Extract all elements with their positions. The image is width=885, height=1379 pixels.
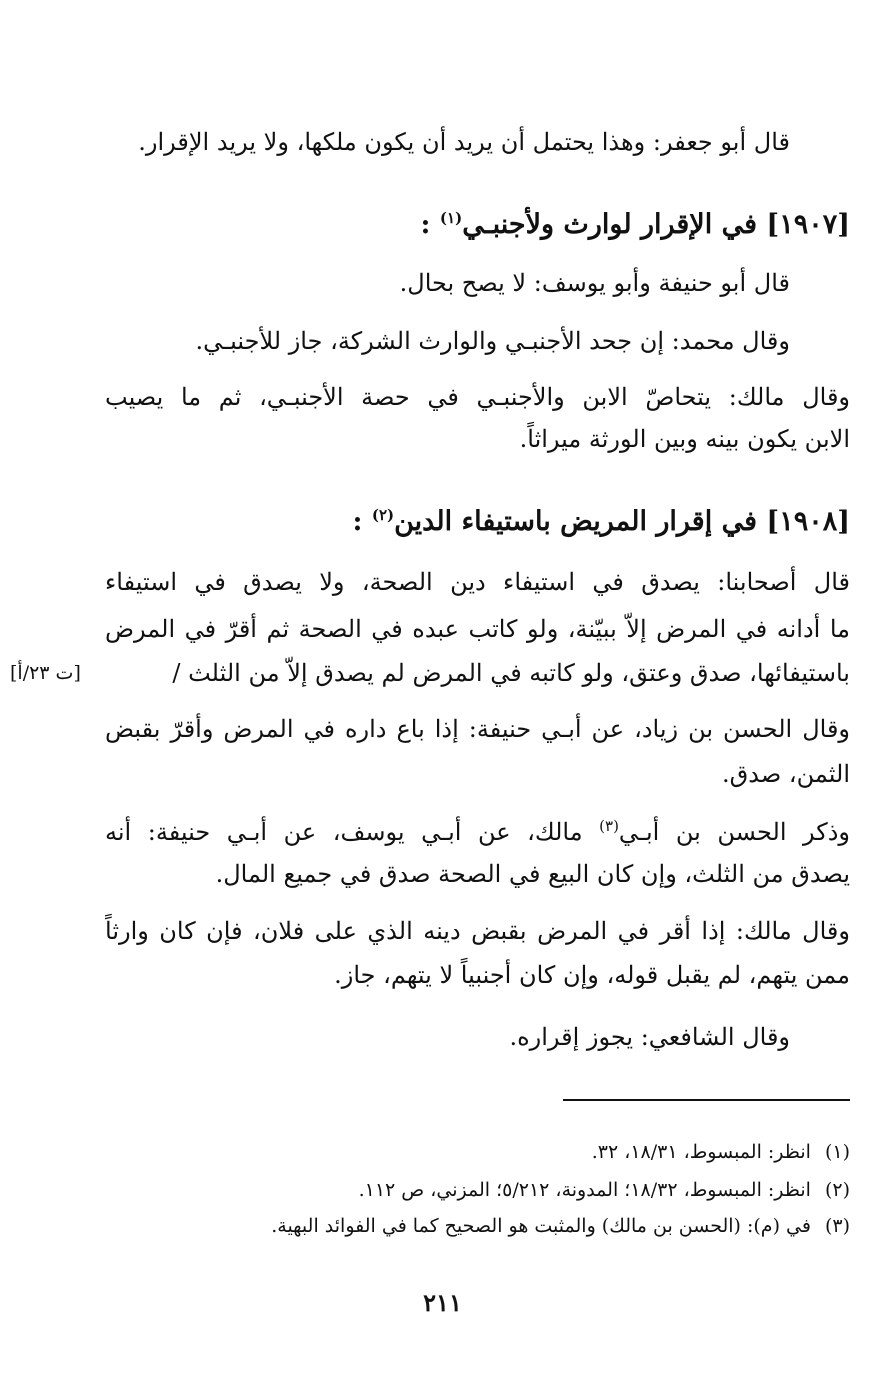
footnote xyxy=(359,1176,850,1204)
footnote-number: (١) xyxy=(824,1141,850,1163)
footnote-ref: (١) xyxy=(439,209,463,227)
section-heading-1907 xyxy=(421,208,850,242)
section-heading-1908 xyxy=(352,505,850,539)
footnote-text: في (م): (الحسن بن مالك) والمثبت هو الصحيح كما في الفوائد البهية. xyxy=(271,1215,811,1237)
paragraph-line: وقال مالك: إذا أقر في المرض بقبض دينه الذي على فلان، فإن كان وارثاً xyxy=(105,917,850,945)
heading-colon: : xyxy=(420,209,431,240)
heading-colon: : xyxy=(352,506,363,537)
section-number: [١٩٠٧] xyxy=(766,209,850,240)
paragraph-line xyxy=(105,815,850,849)
paragraph-line: ممن يتهم، لم يقبل قوله، وإن كان أجنبياً لا يتهم، جاز. xyxy=(334,961,850,989)
footnote xyxy=(271,1212,850,1240)
section-number: [١٩٠٨] xyxy=(766,506,850,537)
paragraph-line: ما أدانه في المرض إلاّ ببيّنة، ولو كاتب عبده في الصحة ثم أقرّ في المرض xyxy=(105,615,850,643)
paragraph-line: قال أصحابنا: يصدق في استيفاء دين الصحة، ولا يصدق في استيفاء xyxy=(105,568,850,596)
footnote xyxy=(592,1138,850,1166)
manuscript-margin-ref: [ت ٢٣/أ] xyxy=(10,662,81,684)
paragraph-line: وقال الحسن بن زياد، عن أبـي حنيفة: إذا باع داره في المرض وأقرّ بقبض xyxy=(105,715,851,743)
page-number: ٢١١ xyxy=(423,1288,462,1317)
paragraph-line: وقال محمد: إن جحد الأجنبـي والوارث الشركة، جاز للأجنبـي. xyxy=(195,327,790,355)
paragraph-line: الثمن، صدق. xyxy=(722,760,850,788)
footnote-ref: (٢) xyxy=(371,506,395,524)
paragraph-line: يصدق من الثلث، وإن كان البيع في الصحة صدق في جميع المال. xyxy=(215,860,850,888)
line-prefix: وذكر الحسن بن أبـي xyxy=(618,818,850,846)
paragraph-line: باستيفائها، صدق وعتق، ولو كاتبه في المرض لم يصدق إلاّ من الثلث / xyxy=(172,659,850,687)
section-title: في الإقرار لوارث ولأجنبـي xyxy=(462,209,758,240)
paragraph-line: قال أبو حنيفة وأبو يوسف: لا يصح بحال. xyxy=(399,269,790,297)
footnote-text: انظر: المبسوط، ١٨/٣١، ٣٢. xyxy=(591,1141,811,1163)
footnote-number: (٣) xyxy=(824,1215,850,1237)
footnote-number: (٢) xyxy=(824,1179,850,1201)
footnote-text: انظر: المبسوط، ١٨/٣٢؛ المدونة، ٥/٢١٢؛ المزني، ص ١١٢. xyxy=(358,1179,811,1201)
intro-line: قال أبو جعفر: وهذا يحتمل أن يريد أن يكون ملكها، ولا يريد الإقرار. xyxy=(138,128,790,156)
line-rest: مالك، عن أبـي يوسف، عن أبـي حنيفة: أنه xyxy=(105,818,583,846)
paragraph-line: وقال الشافعي: يجوز إقراره. xyxy=(509,1023,790,1051)
paragraph-line: الابن يكون بينه وبين الورثة ميراثاً. xyxy=(519,425,850,453)
paragraph-line: وقال مالك: يتحاصّ الابن والأجنبـي في حصة الأجنبـي، ثم ما يصيب xyxy=(105,383,850,411)
section-title: في إقرار المريض باستيفاء الدين xyxy=(394,506,758,537)
footnote-separator xyxy=(563,1099,850,1101)
footnote-ref: (٣) xyxy=(599,817,619,835)
